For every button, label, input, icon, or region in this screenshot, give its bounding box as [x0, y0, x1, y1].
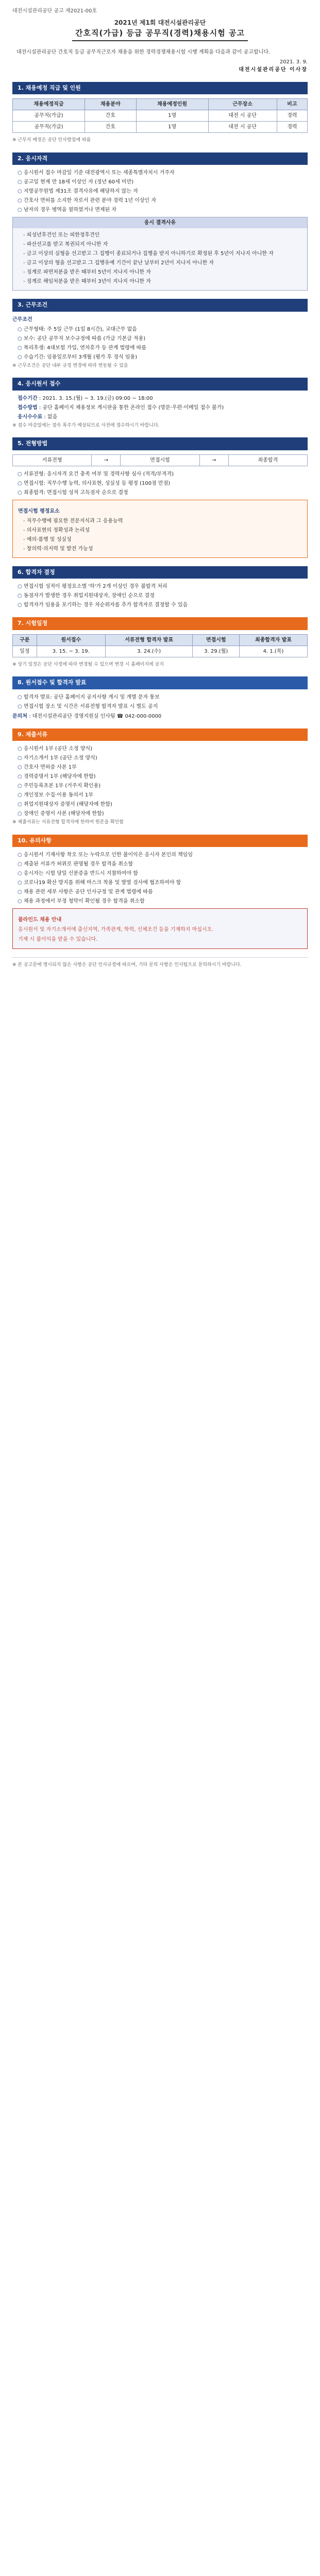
- value: 공단 홈페이지 채용정보 게시판을 통한 온라인 접수 (방문·우편·이메일 접수 불가): [42, 404, 224, 411]
- blind-hiring-box: [12, 908, 308, 949]
- table-cell: 공무직(가급): [13, 122, 85, 133]
- table-cell: 간호: [85, 122, 137, 133]
- section-header-positions: 1. 채용예정 직급 및 인원: [12, 82, 308, 95]
- table-cell: 3. 15. ~ 3. 19.: [37, 646, 105, 657]
- list-item: ○ 간호사 면허증 사본 1부: [18, 764, 308, 771]
- disqualification-list: [18, 231, 302, 285]
- notice-tag: 대전시설관리공단 공고 제2021-00호: [12, 8, 97, 14]
- box-title: 블라인드 채용 안내: [18, 917, 62, 923]
- section-header-result: 6. 합격자 결정: [12, 566, 308, 579]
- process-arrow: →: [92, 454, 121, 466]
- process-step: 최종합격: [228, 454, 307, 466]
- table-header: 면접시험: [193, 634, 240, 646]
- list-item: ○ 코로나19 확산 방지를 위해 마스크 착용 및 발열 검사에 협조하여야 함: [18, 879, 308, 887]
- table-header: 최종합격자 발표: [240, 634, 308, 646]
- section-header-work-conditions: 3. 근무조건: [12, 299, 308, 312]
- section-header-qualifications: 2. 응시자격: [12, 152, 308, 165]
- list-item: ○ 채용 과정에서 부정 청탁이 확인될 경우 합격을 취소함: [18, 897, 308, 905]
- list-item: ○ 응시원서 1부 (공단 소정 양식): [18, 745, 308, 753]
- table-row: [13, 646, 308, 657]
- announce-list: [12, 693, 308, 710]
- table-header: 채용예정인원: [136, 99, 208, 110]
- table-cell: 3. 29.(월): [193, 646, 240, 657]
- list-item: ○ 공고일 현재 만 18세 이상인 자 (정년 60세 미만): [18, 178, 308, 186]
- list-item: ○ 취업지원대상자 증명서 (해당자에 한함): [18, 801, 308, 808]
- list-item: ○ 지방공무원법 제31조 결격사유에 해당하지 않는 자: [18, 188, 308, 195]
- list-item: ○ 복리후생: 4대보험 가입, 연차휴가 등 관계 법령에 따름: [18, 344, 308, 352]
- table-cell: 1명: [136, 110, 208, 122]
- list-item: ○ 장애인 증명서 사본 (해당자에 한함): [18, 810, 308, 818]
- list-item: ○ 개인정보 수집·이용 동의서 1부: [18, 791, 308, 799]
- issue-date: 2021. 3. 9.: [279, 59, 308, 65]
- value: 2021. 3. 15.(월) ~ 3. 19.(금) 09:00 ~ 18:00: [42, 395, 153, 401]
- issuer-block: [12, 58, 308, 74]
- disqualification-box: [12, 217, 308, 291]
- contact-line: 문의처 : 대전시설관리공단 경영지원실 인사팀 ☎ 042-000-0000: [12, 713, 162, 719]
- table-header: 원서접수: [37, 634, 105, 646]
- documents-note: ※ 제출서류는 서류전형 합격자에 한하여 원본을 확인함: [12, 820, 124, 825]
- list-item: - 피성년후견인 또는 피한정후견인: [23, 231, 302, 239]
- list-item: ○ 근무형태: 주 5일 근무 (1일 8시간), 교대근무 없음: [18, 326, 308, 333]
- schedule-table: [12, 634, 308, 657]
- issuer-name: 대전시설관리공단 이사장: [239, 66, 308, 73]
- evaluation-list: [18, 517, 302, 553]
- table-cell: 1명: [136, 122, 208, 133]
- list-item: ○ 서류전형: 응시자격 요건 충족 여부 및 경력사항 심사 (적격/부적격): [18, 470, 308, 478]
- list-item: 접수방법 : 공단 홈페이지 채용정보 게시판을 통한 온라인 접수 (방문·우편·이메일 접수 불가): [18, 404, 224, 411]
- contact-label: 문의처: [12, 713, 27, 719]
- documents-list: [12, 745, 308, 818]
- table-cell: 4. 1.(목): [240, 646, 308, 657]
- table-cell: 경력: [277, 122, 307, 133]
- evaluation-box: [12, 500, 308, 558]
- process-step: 서류전형: [13, 454, 92, 466]
- label: 접수방법: [18, 404, 38, 411]
- schedule-note: ※ 상기 일정은 공단 사정에 따라 변경될 수 있으며 변경 시 홈페이지에 공지: [12, 662, 164, 667]
- list-item: - 창의력·의지력 및 발전 가능성: [23, 545, 302, 553]
- work-note: ※ 근무조건은 공단 내부 규정 변경에 따라 변동될 수 있음: [12, 363, 128, 368]
- list-item: ○ 제출된 서류가 허위로 판명될 경우 합격을 취소함: [18, 860, 308, 868]
- list-item: ○ 면접시험: 직무수행 능력, 의사표현, 성실성 등 평정 (100점 만점): [18, 480, 308, 487]
- list-item: - 금고 이상의 실형을 선고받고 그 집행이 종료되거나 집행을 받지 아니하기로 확정된 후 5년이 지나지 아니한 자: [23, 250, 302, 258]
- list-item: ○ 동점자가 발생한 경우 취업지원대상자, 장애인 순으로 결정: [18, 592, 308, 600]
- application-list: [12, 395, 308, 421]
- qualifications-list: [12, 169, 308, 214]
- list-item: - 의사표현의 정확성과 논리성: [23, 527, 302, 534]
- list-item: ○ 채용 관련 세부 사항은 공단 인사규정 및 관계 법령에 따름: [18, 888, 308, 896]
- document-main-title: 간호직(가급) 등급 공무직(경력)채용시험 공고: [72, 27, 248, 41]
- list-item: ○ 면접시험 성적이 평정요소별 '하'가 2개 이상인 경우 불합격 처리: [18, 583, 308, 590]
- document-subtitle: 2021년 제1회 대전시설관리공단: [114, 19, 206, 26]
- list-item: 접수기간 : 2021. 3. 15.(월) ~ 3. 19.(금) 09:00 ~ 18:00: [18, 395, 153, 401]
- table-header: 서류전형 합격자 발표: [105, 634, 192, 646]
- positions-note: ※ 근무지 배정은 공단 인사방침에 따름: [12, 138, 91, 143]
- table-header: 구분: [13, 634, 37, 646]
- table-cell: 일정: [13, 646, 37, 657]
- label: 응시수수료: [18, 414, 43, 420]
- list-item: ○ 수습기간: 임용일로부터 3개월 (평가 후 정식 임용): [18, 353, 308, 361]
- list-item: ○ 보수: 공단 공무직 보수규정에 따름 (가급 기본급 적용): [18, 335, 308, 343]
- table-cell: 대전 시 공단: [208, 110, 277, 122]
- table-cell: 대전 시 공단: [208, 122, 277, 133]
- list-item: - 직무수행에 필요한 전문지식과 그 응용능력: [23, 517, 302, 525]
- table-row: [13, 454, 308, 466]
- table-header: 근무장소: [208, 99, 277, 110]
- table-header: 채용예정직급: [13, 99, 85, 110]
- table-header: 비고: [277, 99, 307, 110]
- list-item: ○ 응시원서 기재사항 착오 또는 누락으로 인한 불이익은 응시자 본인의 책임임: [18, 851, 308, 859]
- list-item: ○ 주민등록초본 1부 (거주지 확인용): [18, 782, 308, 790]
- section-header-notes: 10. 유의사항: [12, 835, 308, 848]
- list-item: ○ 자기소개서 1부 (공단 소정 양식): [18, 754, 308, 762]
- footer-note: ※ 본 공고문에 명시되지 않은 사항은 공단 인사규정에 따르며, 기타 문의 사항은 인사팀으로 문의하시기 바랍니다.: [12, 957, 308, 969]
- table-cell: 경력: [277, 110, 307, 122]
- process-step: 면접시험: [121, 454, 199, 466]
- list-item: ○ 합격자 발표: 공단 홈페이지 공지사항 게시 및 개별 문자 통보: [18, 693, 308, 701]
- list-item: - 징계로 파면처분을 받은 때부터 5년이 지나지 아니한 자: [23, 268, 302, 276]
- section-header-documents: 9. 제출서류: [12, 728, 308, 741]
- document-title: [12, 18, 308, 41]
- process-steps: [12, 454, 308, 466]
- list-item: - 예의·품행 및 성실성: [23, 536, 302, 544]
- list-item: ○ 합격자가 임용을 포기하는 경우 차순위자를 추가 합격자로 결정할 수 있음: [18, 601, 308, 609]
- list-item: - 금고 이상의 형을 선고받고 그 집행유예 기간이 끝난 날부터 2년이 지나지 아니한 자: [23, 259, 302, 267]
- list-item: 응시수수료 : 없음: [18, 414, 58, 420]
- work-list: [12, 326, 308, 361]
- list-item: ○ 남자의 경우 병역을 필하였거나 면제된 자: [18, 206, 308, 214]
- list-item: ○ 면접시험 장소 및 시간은 서류전형 합격자 발표 시 별도 공지: [18, 703, 308, 710]
- application-note: ※ 접수 마감일에는 접속 폭주가 예상되므로 사전에 접수하시기 바랍니다.: [12, 422, 160, 428]
- process-arrow: →: [199, 454, 228, 466]
- list-item: - 징계로 해임처분을 받은 때부터 3년이 지나지 아니한 자: [23, 278, 302, 285]
- intro-text: 대전시설관리공단 간호직 등급 공무직근로자 채용을 위한 경력경쟁채용시험 시행 계획을 다음과 같이 공고합니다.: [16, 49, 271, 55]
- notes-list: [12, 851, 308, 905]
- table-row: [13, 122, 308, 133]
- list-item: ○ 응시자는 시험 당일 신분증을 반드시 지참하여야 함: [18, 870, 308, 877]
- label: 접수기간: [18, 395, 38, 401]
- contact-value: 대전시설관리공단 경영지원실 인사팀 ☎ 042-000-0000: [32, 713, 162, 719]
- list-item: ○ 경력증명서 1부 (해당자에 한함): [18, 773, 308, 781]
- blind-line: 기재 시 불이익을 받을 수 있습니다.: [18, 937, 98, 942]
- table-cell: 간호: [85, 110, 137, 122]
- section-header-schedule: 7. 시험일정: [12, 617, 308, 630]
- section-header-application: 4. 응시원서 접수: [12, 378, 308, 391]
- result-list: [12, 583, 308, 609]
- table-row: [13, 110, 308, 122]
- section-header-process: 5. 전형방법: [12, 437, 308, 450]
- list-item: - 파산선고를 받고 복권되지 아니한 자: [23, 241, 302, 248]
- list-item: ○ 응시원서 접수 마감일 기준 대전광역시 또는 세종특별자치시 거주자: [18, 169, 308, 177]
- list-item: ○ 최종합격: 면접시험 성적 고득점자 순으로 결정: [18, 489, 308, 497]
- table-cell: 공무직(가급): [13, 110, 85, 122]
- table-cell: 3. 24.(수): [105, 646, 192, 657]
- positions-table: [12, 98, 308, 133]
- box-title: 면접시험 평정요소: [18, 508, 60, 514]
- list-item: ○ 간호사 면허를 소지한 자로서 관련 분야 경력 1년 이상인 자: [18, 197, 308, 205]
- process-list: [12, 470, 308, 497]
- value: 없음: [47, 414, 58, 420]
- section-header-announce: 8. 원서접수 및 합격자 발표: [12, 676, 308, 689]
- blind-line: 응시원서 및 자기소개서에 출신지역, 가족관계, 학력, 신체조건 등을 기재하지 마십시오.: [18, 927, 214, 933]
- work-subtitle: 근무조건: [12, 316, 32, 323]
- table-header: 채용분야: [85, 99, 137, 110]
- box-title: 응시 결격사유: [13, 217, 307, 228]
